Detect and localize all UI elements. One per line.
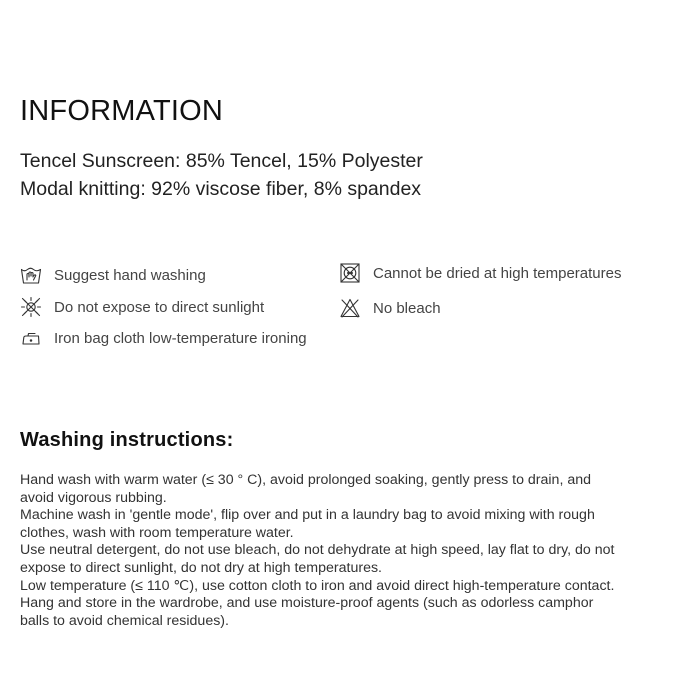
information-title: INFORMATION	[20, 95, 224, 127]
care-item-no-bleach	[339, 297, 441, 319]
instruction-line: Machine wash in 'gentle mode', flip over and put in a laundry bag to avoid mixing with rough	[20, 507, 595, 524]
care-label: Do not expose to direct sunlight	[54, 298, 265, 316]
care-label: No bleach	[373, 299, 441, 317]
care-label: Cannot be dried at high temperatures	[373, 264, 622, 282]
care-item-no-sun	[20, 296, 264, 318]
instruction-line: Low temperature (≤ 110 ℃), use cotton cloth to iron and avoid direct high-temperature contact.	[20, 577, 615, 594]
care-item-hand-wash	[20, 264, 206, 286]
instruction-line: clothes, wash with room temperature water.	[20, 524, 294, 541]
care-item-no-tumble-dry	[339, 262, 622, 284]
no-tumble-dry-icon	[339, 262, 361, 284]
instruction-line: Use neutral detergent, do not use bleach, do not dehydrate at high speed, lay flat to dry, do not	[20, 542, 615, 559]
instruction-line: balls to avoid chemical residues).	[20, 612, 229, 629]
instruction-line: expose to direct sunlight, do not dry at high temperatures.	[20, 559, 382, 576]
no-bleach-icon	[339, 297, 361, 319]
instruction-line: Hang and store in the wardrobe, and use moisture-proof agents (such as odorless camphor	[20, 595, 594, 612]
instruction-line: avoid vigorous rubbing.	[20, 489, 167, 506]
care-label: Suggest hand washing	[54, 266, 206, 284]
washing-instructions-text	[20, 472, 680, 630]
material-line-tencel: Tencel Sunscreen: 85% Tencel, 15% Polyester	[20, 150, 423, 172]
care-item-iron-low	[20, 327, 307, 349]
washing-instructions-heading: Washing instructions:	[20, 429, 234, 451]
instruction-line: Hand wash with warm water (≤ 30 ° C), avoid prolonged soaking, gently press to drain, and	[20, 472, 591, 488]
material-line-modal: Modal knitting: 92% viscose fiber, 8% spandex	[20, 178, 422, 200]
hand-wash-icon	[20, 264, 42, 286]
no-sun-icon	[20, 296, 42, 318]
care-label: Iron bag cloth low-temperature ironing	[54, 329, 307, 347]
iron-low-icon	[20, 327, 42, 349]
